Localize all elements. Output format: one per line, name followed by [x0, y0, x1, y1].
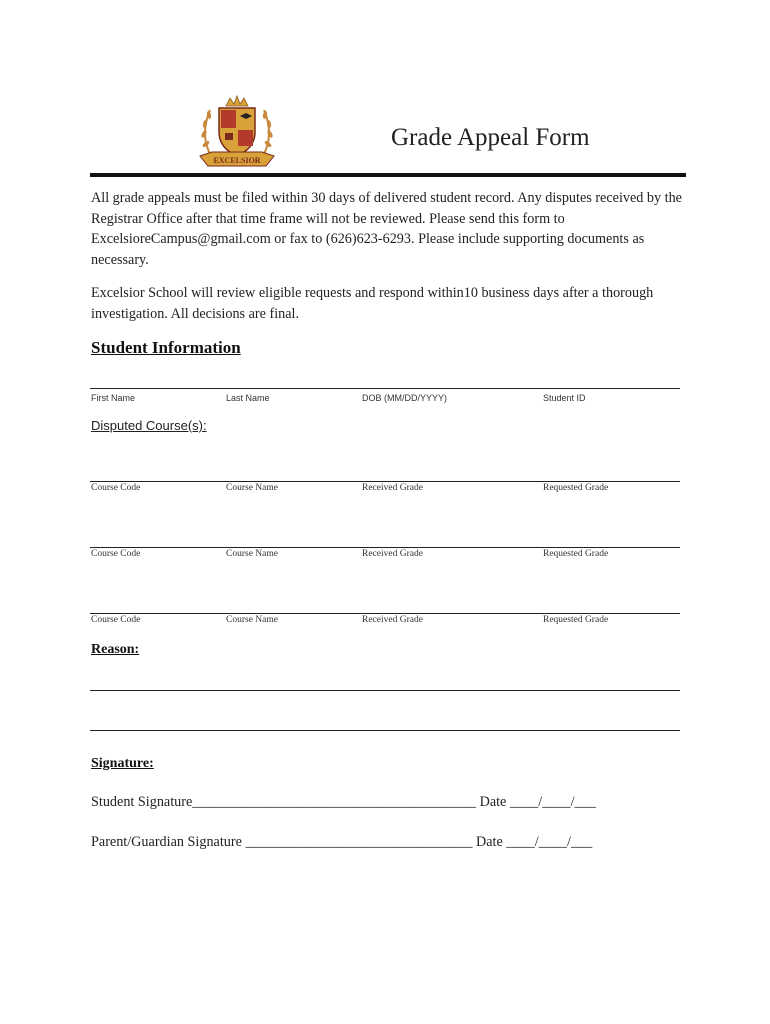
- first-name-label: First Name: [91, 393, 136, 403]
- reason-heading: Reason:: [91, 642, 140, 657]
- school-crest-icon: [196, 94, 278, 172]
- student-signature-line[interactable]: Student Signature________________________________________ Date ____/____/___: [91, 794, 596, 810]
- parent-signature-line[interactable]: Parent/Guardian Signature ________________________________ Date ____/____/___: [91, 834, 593, 850]
- course-row-line[interactable]: [90, 481, 680, 482]
- student-id-label: Student ID: [543, 393, 586, 403]
- reason-line-1[interactable]: [90, 690, 680, 691]
- received-grade-label: Received Grade: [362, 549, 423, 559]
- intro-paragraph-1: All grade appeals must be filed within 30 days of delivered student record. Any disputes received by the Registrar Office after that time frame will not be reviewed. Please send this form to ExcelsioreCampus@gmail.com or fax to (626)623-6293. Please include supporting documents as necessary.: [91, 190, 682, 268]
- reason-line-2[interactable]: [90, 730, 680, 731]
- dob-label: DOB (MM/DD/YYYY): [362, 393, 448, 403]
- requested-grade-label: Requested Grade: [543, 483, 609, 493]
- course-name-label: Course Name: [226, 615, 278, 625]
- title-divider: [90, 173, 686, 177]
- course-row-line[interactable]: [90, 613, 680, 614]
- requested-grade-label: Requested Grade: [543, 549, 609, 559]
- school-logo: [196, 94, 278, 172]
- course-code-label: Course Code: [91, 615, 141, 625]
- course-name-label: Course Name: [226, 549, 278, 559]
- signature-heading: Signature:: [91, 756, 154, 771]
- logo-text: EXCELSIOR: [213, 156, 261, 165]
- disputed-courses-heading: Disputed Course(s):: [91, 418, 207, 433]
- received-grade-label: Received Grade: [362, 483, 423, 493]
- student-info-input-line[interactable]: [90, 388, 680, 389]
- course-row-line[interactable]: [90, 547, 680, 548]
- intro-paragraph-2: Excelsior School will review eligible requests and respond within10 business days after a thorough investigation. All decisions are final.: [91, 285, 654, 322]
- course-code-label: Course Code: [91, 549, 141, 559]
- requested-grade-label: Requested Grade: [543, 615, 609, 625]
- course-name-label: Course Name: [226, 483, 278, 493]
- last-name-label: Last Name: [226, 393, 270, 403]
- received-grade-label: Received Grade: [362, 615, 423, 625]
- page-title: Grade Appeal Form: [391, 124, 590, 151]
- course-code-label: Course Code: [91, 483, 141, 493]
- student-information-heading: Student Information: [91, 338, 241, 357]
